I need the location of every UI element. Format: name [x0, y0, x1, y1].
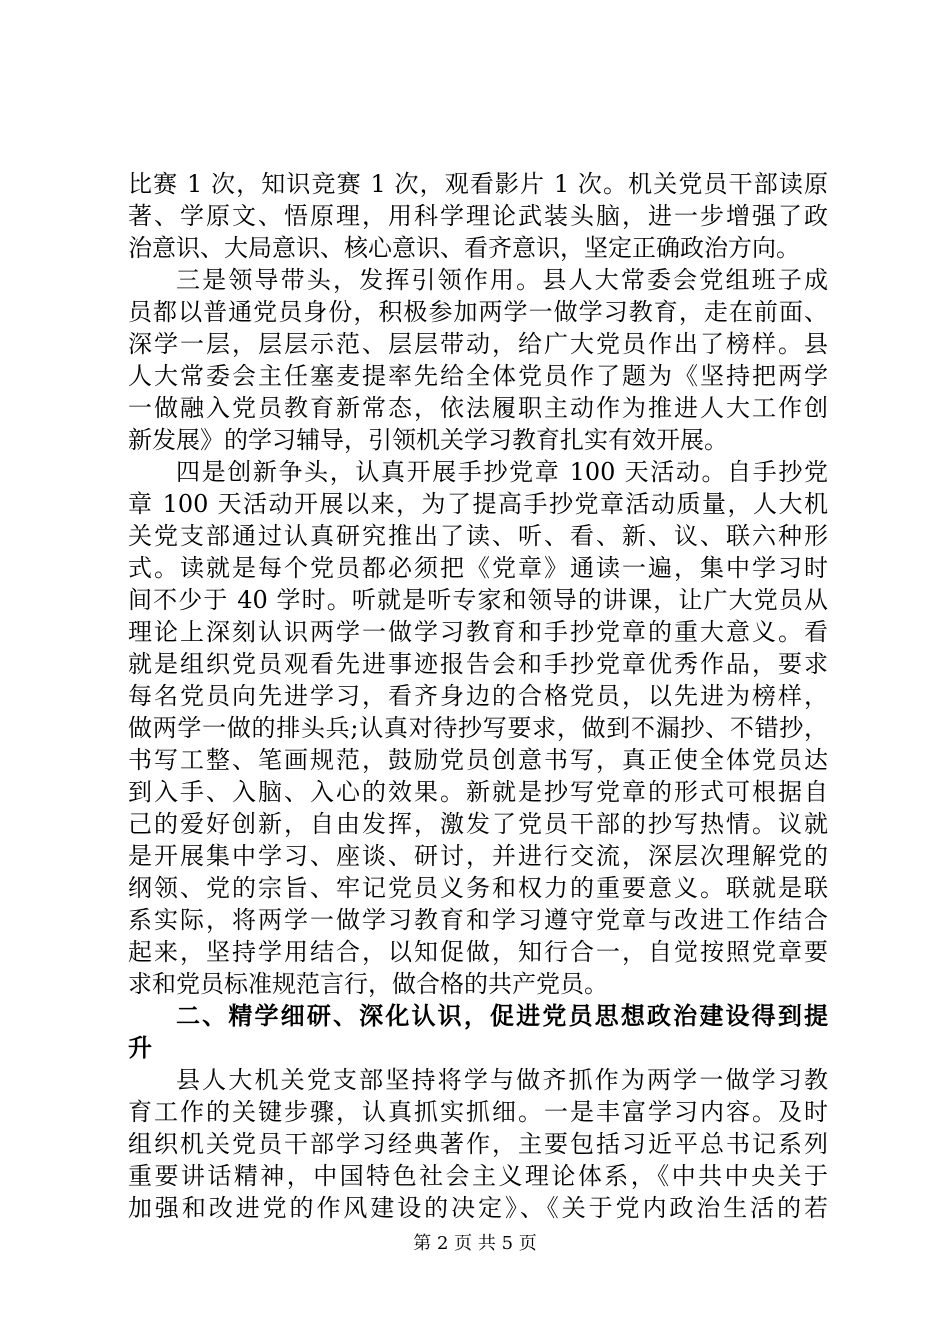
paragraph-line: 三是领导带头，发挥引领作用。县人大常委会党组班子成 [176, 266, 828, 294]
document-body [128, 168, 828, 1224]
paragraph-line: 人大常委会主任塞麦提率先给全体党员作了题为《坚持把两学 [128, 362, 828, 390]
paragraph-line: 比赛 1 次，知识竞赛 1 次，观看影片 1 次。机关党员干部读原 [128, 170, 828, 198]
paragraph-line: 加强和改进党的作风建设的决定》、《关于党内政治生活的若 [128, 1194, 828, 1222]
paragraph-line: 己的爱好创新，自由发挥，激发了党员干部的抄写热情。议就 [128, 810, 828, 838]
paragraph-line: 一做融入党员教育新常态，依法履职主动作为推进人大工作创 [128, 394, 828, 422]
paragraph-line: 是开展集中学习、座谈、研讨，并进行交流，深层次理解党的 [128, 842, 828, 870]
paragraph-line: 员都以普通党员身份，积极参加两学一做学习教育，走在前面、 [128, 298, 828, 326]
section-heading-line: 升 [128, 1034, 152, 1062]
paragraph-line: 到入手、入脑、入心的效果。新就是抄写党章的形式可根据自 [128, 778, 828, 806]
paragraph-line: 每名党员向先进学习，看齐身边的合格党员，以先进为榜样， [128, 682, 828, 710]
section-heading-line: 二、精学细研、深化认识，促进党员思想政治建设得到提 [176, 1002, 828, 1030]
paragraph-line: 著、学原文、悟原理，用科学理论武装头脑，进一步增强了政 [128, 202, 828, 230]
paragraph-line: 起来，坚持学用结合，以知促做，知行合一，自觉按照党章要 [128, 938, 828, 966]
paragraph-line: 新发展》的学习辅导，引领机关学习教育扎实有效开展。 [128, 426, 728, 454]
paragraph-line: 组织机关党员干部学习经典著作，主要包括习近平总书记系列 [128, 1130, 828, 1158]
paragraph-line: 求和党员标准规范言行，做合格的共产党员。 [128, 970, 608, 998]
paragraph-line: 书写工整、笔画规范，鼓励党员创意书写，真正使全体党员达 [128, 746, 828, 774]
paragraph-line: 重要讲话精神，中国特色社会主义理论体系，《中共中央关于 [128, 1162, 828, 1190]
paragraph-line: 县人大机关党支部坚持将学与做齐抓作为两学一做学习教 [176, 1066, 828, 1094]
page-footer: 第 2 页 共 5 页 [413, 1233, 537, 1254]
paragraph-line: 关党支部通过认真研究推出了读、听、看、新、议、联六种形 [128, 522, 828, 550]
paragraph-line: 深学一层，层层示范、层层带动，给广大党员作出了榜样。县 [128, 330, 828, 358]
paragraph-line: 就是组织党员观看先进事迹报告会和手抄党章优秀作品，要求 [128, 650, 828, 678]
paragraph-line: 章 100 天活动开展以来，为了提高手抄党章活动质量，人大机 [128, 490, 828, 518]
paragraph-line: 治意识、大局意识、核心意识、看齐意识，坚定正确政治方向。 [128, 234, 800, 262]
paragraph-line: 理论上深刻认识两学一做学习教育和手抄党章的重大意义。看 [128, 618, 828, 646]
paragraph-line: 四是创新争头，认真开展手抄党章 100 天活动。自手抄党 [176, 458, 828, 486]
paragraph-line: 式。读就是每个党员都必须把《党章》通读一遍，集中学习时 [128, 554, 828, 582]
paragraph-line: 间不少于 40 学时。听就是听专家和领导的讲课，让广大党员从 [128, 586, 828, 614]
paragraph-line: 育工作的关键步骤，认真抓实抓细。一是丰富学习内容。及时 [128, 1098, 828, 1126]
paragraph-line: 做两学一做的排头兵;认真对待抄写要求，做到不漏抄、不错抄， [128, 714, 828, 742]
paragraph-line: 纲领、党的宗旨、牢记党员义务和权力的重要意义。联就是联 [128, 874, 828, 902]
paragraph-line: 系实际，将两学一做学习教育和学习遵守党章与改进工作结合 [128, 906, 828, 934]
